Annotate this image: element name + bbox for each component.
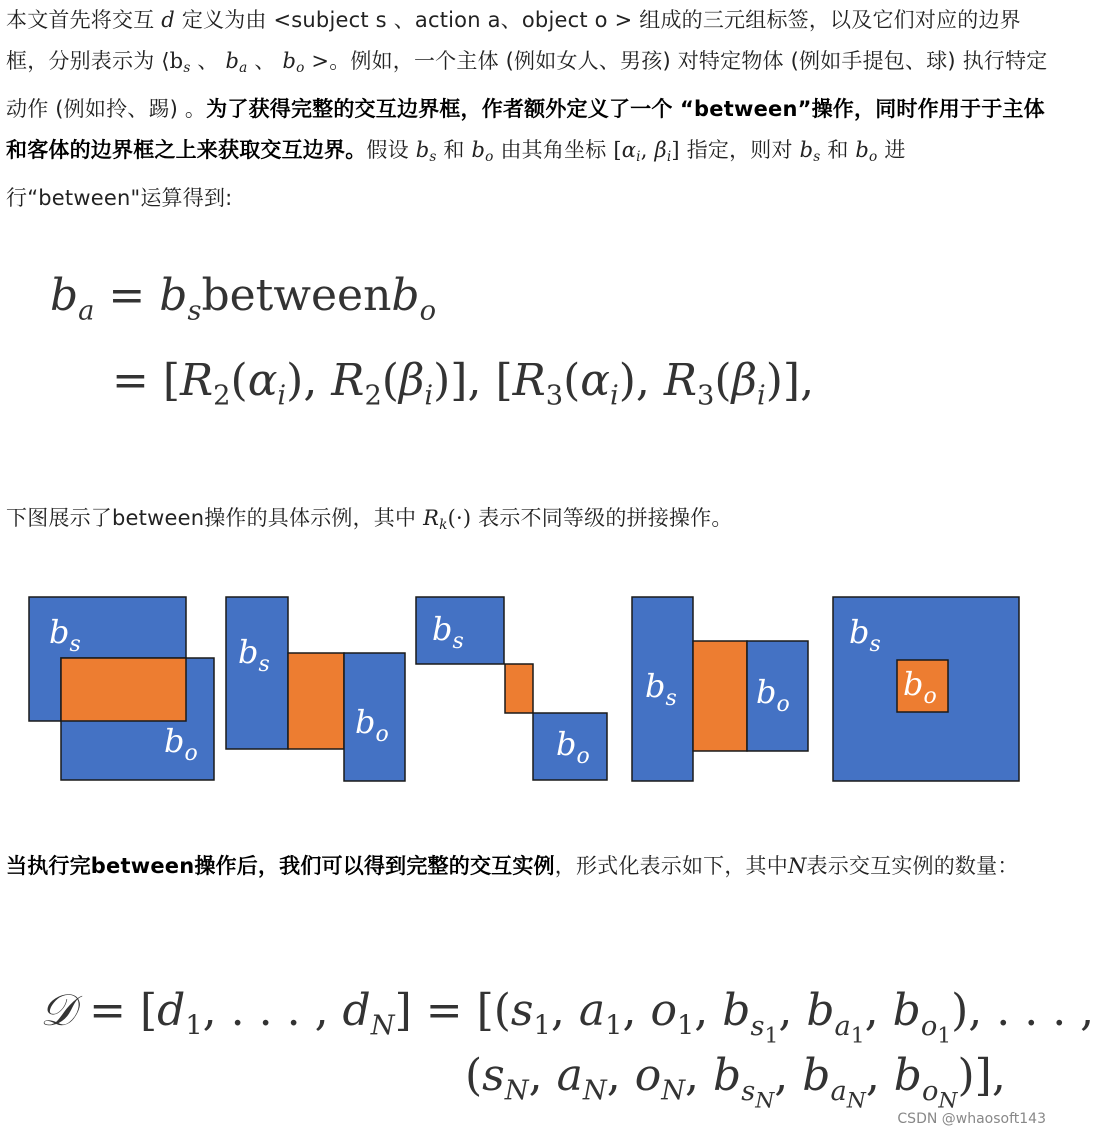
bo-label: $b_o$: [903, 665, 937, 709]
between-equation-line2: = [$R_2(\alpha_i)$, $R_2(\beta_i)$], [$R_3(\alpha_i)$, $R_3(\beta_i)$],: [112, 355, 815, 412]
intro-paragraph: 本文首先将交互 d 定义为由 <subject s 、action a、object o > 组成的三元组标签，以及它们对应的边界框，分别表示为 $⟨b_s$ 、 $b_a$ 、 $b_o$ >。例如，一个主体 (例如女人、男孩) 对特定物体 (例如手提包、球) 执行特定动作 (例如拎、踢) 。为了获得完整的交互边界框，作者额外定义了一个 “between”操作，同时作用于于主体和客体的边界框之上来获取交互边界。假设 $b_s$ 和 $b_o$ 由其角坐标 [$\alpha_i$, $\beta_i$] 指定，则对 $b_s$ 和 $b_o$ 进行“between"运算得到:: [6, 8, 1048, 211]
example-1-overlap: [29, 597, 214, 780]
between-region: [505, 664, 533, 713]
between-region: [61, 658, 186, 721]
example-5-contained: [833, 597, 1019, 781]
math-d: d: [161, 8, 175, 32]
instance-paragraph: 当执行完between操作后，我们可以得到完整的交互实例，形式化表示如下，其中N表示交互实例的数量：: [6, 854, 1019, 878]
bs-label: $b_s$: [238, 633, 270, 677]
bs-label: $b_s$: [645, 667, 677, 711]
bs-label: $b_s$: [432, 610, 464, 654]
bbox-tuple-math: $⟨b_s$ 、 $b_a$ 、 $b_o$ >: [161, 49, 330, 77]
watermark: CSDN @whaosoft143: [897, 1111, 1046, 1127]
figure-caption-paragraph: 下图展示了between操作的具体示例，其中 $R_k(\cdot)$ 表示不同等级的拼接操作。: [6, 506, 733, 534]
instance-equation-line2: ($s_N$, $a_N$, $o_N$, $b_{s_N}$, $b_{a_N}$, $b_{o_N}$)],: [465, 1050, 1006, 1114]
between-region: [288, 653, 344, 749]
example-3-diagonal: [416, 597, 607, 780]
bs-label: $b_s$: [49, 613, 81, 657]
bo-label: $b_o$: [556, 725, 590, 769]
between-definition-bold: 为了获得完整的交互边界框，作者额外定义了一个 “between”操作，同时作用于于主体和客体的边界框之上来获取交互边界。: [6, 97, 1045, 163]
bo-label: $b_o$: [164, 722, 198, 766]
rk-math: $R_k(\cdot)$: [423, 506, 472, 534]
bo-label: $b_o$: [355, 703, 389, 747]
example-4-adjacent: [632, 597, 808, 781]
between-operation-figure: [0, 585, 1058, 795]
subject-box: [226, 597, 288, 749]
math-N: N: [787, 854, 807, 878]
example-2-side-gap: [226, 597, 405, 781]
instance-bold: 当执行完between操作后，我们可以得到完整的交互实例: [6, 854, 555, 878]
instance-equation-line1: 𝒟 = [$d_1$, . . . , $d_N] = [(s_1$, $a_1$, $o_1$, $b_{s_1}$, $b_{a_1}$, $b_{o_1}$), . . . ,: [40, 985, 1094, 1049]
between-equation-line1: $b_a$ = $b_sbetweenb_o$: [50, 270, 437, 327]
corner-coords-math: [$\alpha_i$, $\beta_i$]: [613, 138, 680, 166]
bs-label: $b_s$: [849, 613, 881, 657]
bo-label: $b_o$: [756, 673, 790, 717]
between-region: [693, 641, 747, 751]
